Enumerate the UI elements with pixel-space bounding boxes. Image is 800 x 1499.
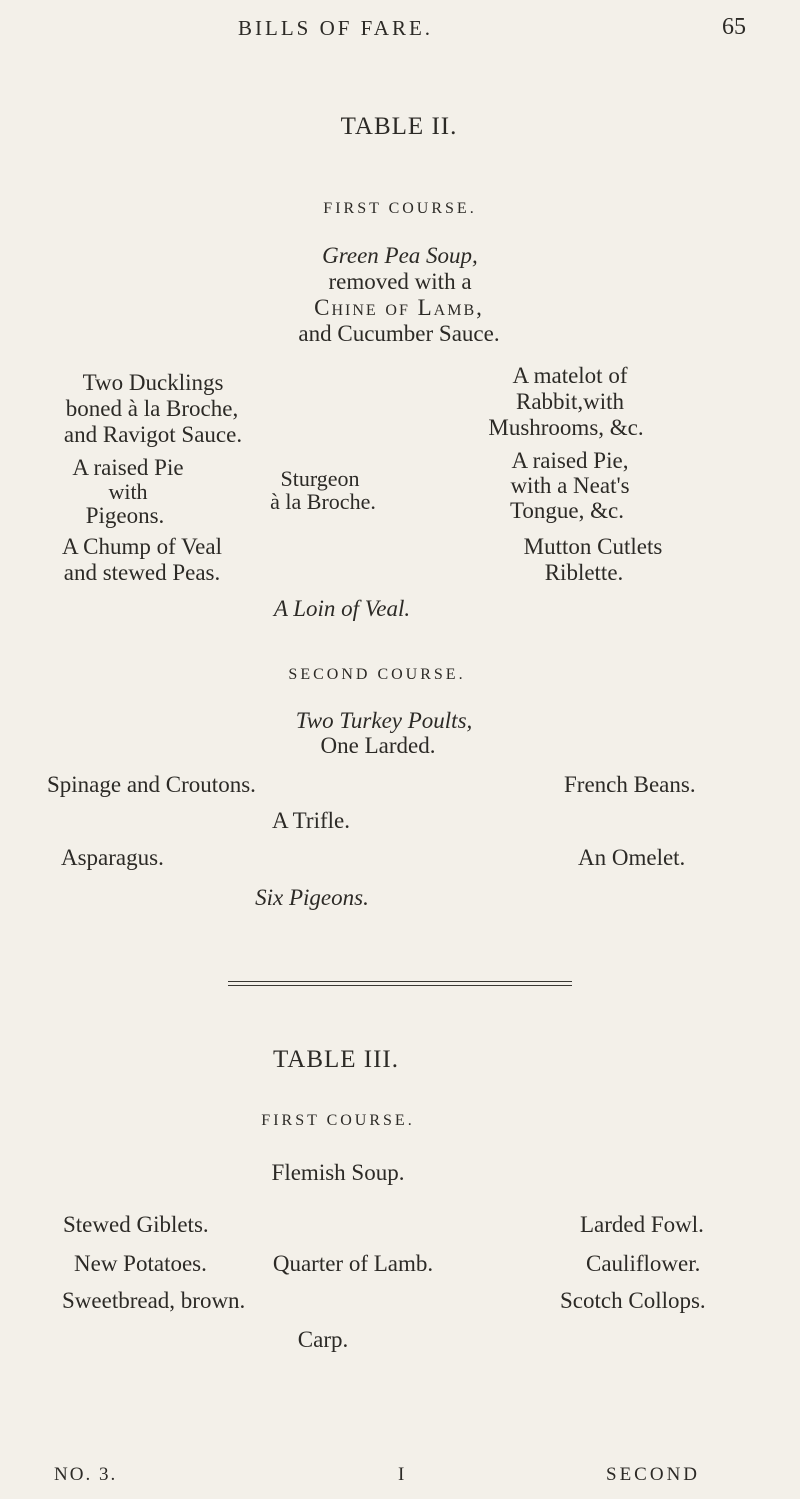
- asparagus: Asparagus.: [61, 845, 164, 870]
- stewed-giblets: Stewed Giblets.: [63, 1212, 209, 1237]
- gathering-mark: I: [398, 1464, 405, 1485]
- six-pigeons: Six Pigeons.: [255, 885, 369, 910]
- new-potatoes: New Potatoes.: [74, 1251, 207, 1276]
- tongue-pie-line-2: with a Neat's: [510, 473, 630, 498]
- running-head: BILLS OF FARE.: [238, 16, 434, 40]
- pigeon-pie-line-2: with: [108, 479, 148, 504]
- divider-rule-top: [228, 981, 572, 982]
- scotch-collops: Scotch Collops.: [560, 1288, 706, 1313]
- quarter-of-lamb: Quarter of Lamb.: [272, 1251, 434, 1276]
- signature-number: NO. 3.: [54, 1464, 118, 1485]
- table-3-first-course-label: FIRST COURSE.: [261, 1112, 415, 1129]
- chump-of-veal-line-1: A Chump of Veal: [62, 534, 222, 559]
- catchword: SECOND: [606, 1464, 701, 1485]
- table-2-title: TABLE II.: [340, 113, 458, 140]
- tongue-pie-line-3: Tongue, &c.: [509, 498, 625, 523]
- matelot-line-3: Mushrooms, &c.: [488, 415, 644, 440]
- turkey-poults-line-2: One Larded.: [320, 733, 436, 758]
- spinage-and-croutons: Spinage and Croutons.: [47, 772, 256, 797]
- sturgeon-line-2: à la Broche.: [270, 489, 376, 514]
- ducklings-line-2: boned à la Broche,: [65, 396, 239, 421]
- chine-of-lamb: Chine of Lamb,: [314, 295, 484, 320]
- table-2-first-course-label: FIRST COURSE.: [323, 200, 477, 217]
- tongue-pie-line-1: A raised Pie,: [511, 448, 629, 473]
- table-2-second-course-label: SECOND COURSE.: [288, 666, 466, 683]
- table-3-title: TABLE III.: [272, 1046, 400, 1073]
- cucumber-sauce: and Cucumber Sauce.: [298, 321, 500, 346]
- chump-of-veal-line-2: and stewed Peas.: [63, 560, 221, 585]
- green-pea-soup: Green Pea Soup,: [322, 243, 478, 268]
- sturgeon-line-1: Sturgeon: [280, 466, 360, 491]
- ducklings-line-3: and Ravigot Sauce.: [63, 422, 243, 447]
- ducklings-line-1: Two Ducklings: [82, 370, 224, 395]
- divider-rule-bottom: [228, 985, 572, 986]
- mutton-cutlets-line-1: Mutton Cutlets: [523, 534, 663, 559]
- matelot-line-2: Rabbit,with: [516, 389, 624, 414]
- pigeon-pie-line-3: Pigeons.: [85, 503, 165, 528]
- turkey-poults-line-1: Two Turkey Poults,: [295, 708, 473, 733]
- larded-fowl: Larded Fowl.: [580, 1212, 704, 1237]
- cauliflower: Cauliflower.: [586, 1251, 701, 1276]
- a-trifle: A Trifle.: [272, 808, 350, 833]
- matelot-line-1: A matelot of: [512, 363, 628, 388]
- french-beans: French Beans.: [564, 772, 696, 797]
- removed-with: removed with a: [328, 269, 472, 294]
- sweetbread-brown: Sweetbread, brown.: [62, 1288, 246, 1313]
- mutton-cutlets-line-2: Riblette.: [544, 560, 624, 585]
- page-number: 65: [722, 14, 746, 40]
- flemish-soup: Flemish Soup.: [271, 1160, 405, 1185]
- an-omelet: An Omelet.: [578, 845, 686, 870]
- carp: Carp.: [297, 1327, 349, 1352]
- pigeon-pie-line-1: A raised Pie: [72, 455, 184, 480]
- loin-of-veal: A Loin of Veal.: [273, 596, 411, 621]
